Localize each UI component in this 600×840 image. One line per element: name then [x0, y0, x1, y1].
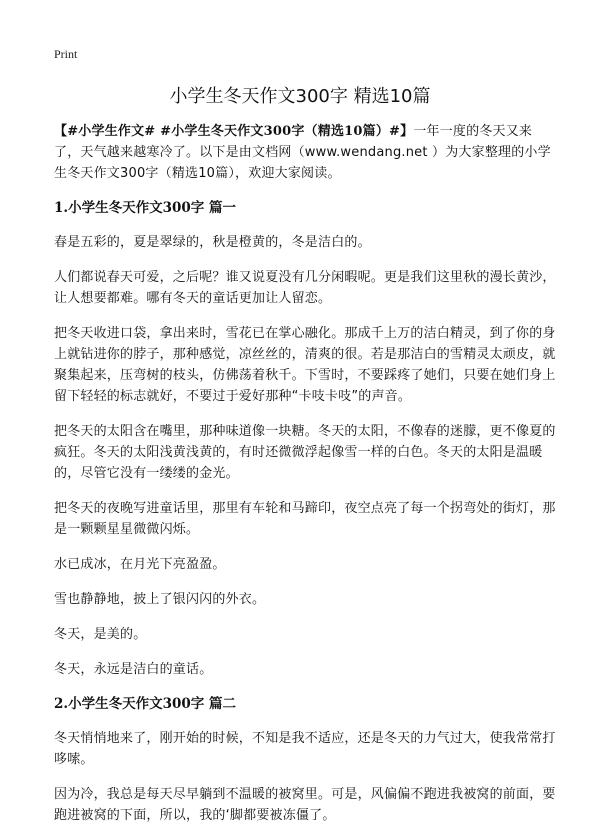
paragraph: 冬天悄悄地来了，刚开始的时候，不知是我不适应，还是冬天的力气过大，使我常常打哆嗦。 — [54, 731, 556, 767]
paragraph: 因为冷，我总是每天尽早躺到不温暖的被窝里。可是，风偏偏不跑进我被窝的前面，要跑进被窝的下面，所以，我的‘脚都要被冻僵了。 — [54, 787, 556, 823]
article-body — [54, 121, 558, 840]
paragraph: 把冬天收进口袋，拿出来时，雪花已在掌心融化。那成千上万的洁白精灵，到了你的身上就钻进你的脖子，那种感觉，凉丝丝的，清爽的很。若是那洁白的雪精灵太顽皮，就聚集起来，压弯树的枝头，仿佛荡着秋千。下雪时，不要踩疼了她们，只要在她们身上留下轻轻的标志就好，不要过于爱好那种“卡吱卡吱”的声音。 — [54, 326, 556, 404]
paragraph: 人们都说春天可爱，之后呢？谁又说夏没有几分闲暇呢。更是我们这里秋的漫长黄沙，让人想要都难。哪有冬天的童话更加让人留恋。 — [54, 270, 556, 306]
paragraph: 春是五彩的，夏是翠绿的，秋是橙黄的，冬是洁白的。 — [54, 235, 371, 250]
paragraph: 把冬天的夜晚写进童话里，那里有车轮和马蹄印，夜空点亮了每一个拐弯处的街灯，那是一颗颗星星微微闪烁。 — [54, 501, 556, 537]
paragraph: 冬天，是美的。 — [54, 627, 147, 642]
section-heading-1: 1.小学生冬天作文300字 篇一 — [54, 200, 236, 216]
paragraph: 把冬天的太阳含在嘴里，那种味道像一块糖。冬天的太阳，不像春的迷朦，更不像夏的疯狂。冬天的太阳浅黄浅黄的，有时还微微浮起像雪一样的白色。冬天的太阳是温暖的，尽管它没有一缕缕的金光。 — [54, 424, 556, 481]
section-heading-2: 2.小学生冬天作文300字 篇二 — [54, 696, 236, 712]
paragraph: 雪也静静地，披上了银闪闪的外衣。 — [54, 592, 266, 607]
intro-tags: 【#小学生作文# #小学生冬天作文300字（精选10篇）#】 — [54, 124, 414, 139]
paragraph: 水已成冰，在月光下亮盈盈。 — [54, 557, 226, 572]
page-title: 小学生冬天作文300字 精选10篇 — [169, 86, 431, 107]
intro-paragraph — [54, 121, 558, 184]
paragraph: 冬天，永远是洁白的童话。 — [54, 662, 213, 677]
intro-text: 一年一度的冬天又来了，天气越来越寒冷了。以下是由文档网（www.wendang.net ）为大家整理的小学生冬天作文300字（精选10篇），欢迎大家阅读。 — [54, 124, 551, 181]
print-link[interactable]: Print — [54, 47, 78, 61]
